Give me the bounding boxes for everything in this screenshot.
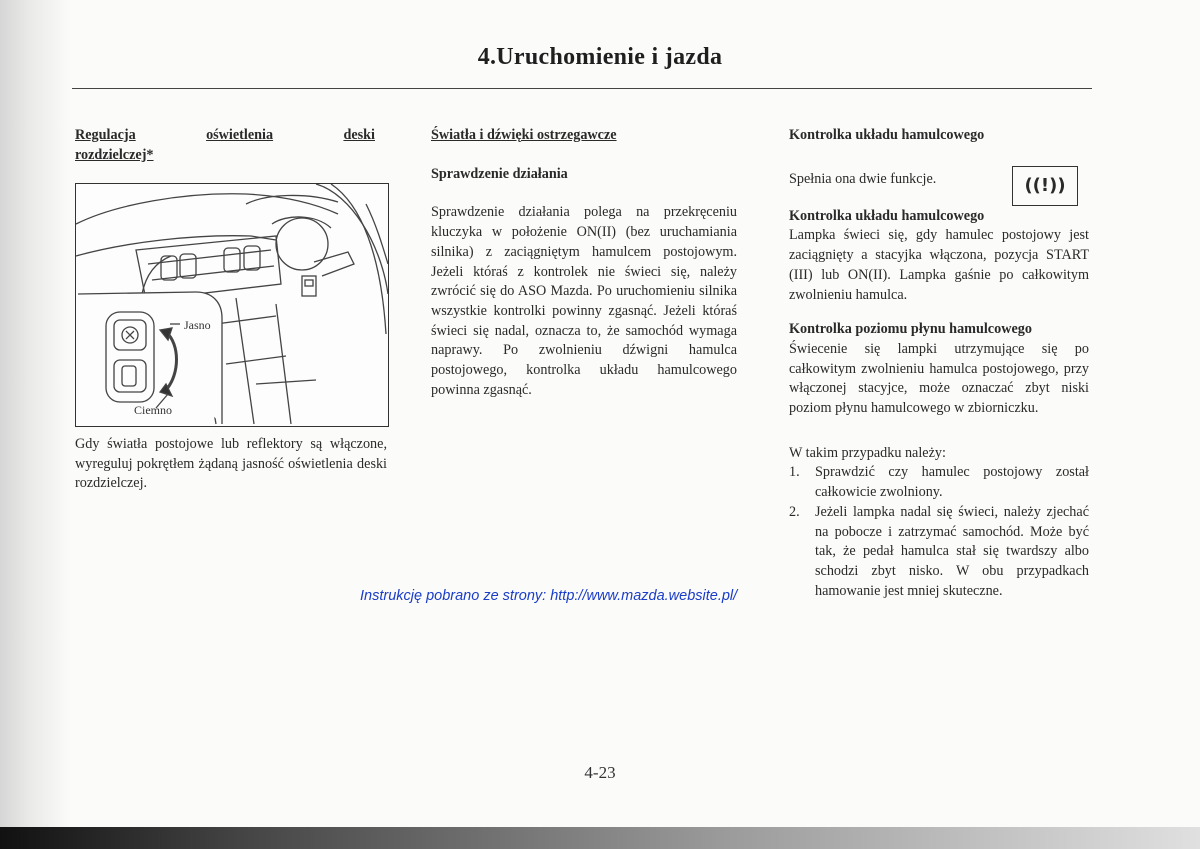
page-gutter-shadow <box>0 0 70 849</box>
block-title: Kontrolka poziomu płynu hamulcowego <box>789 321 1032 338</box>
warning-lights-text: Sprawdzenie działania polega na przekręceniu kluczyka w położenie ON(II) (bez uruchamiania silnika) z zaciągniętym hamulcem postojowym. Jeżeli któraś z kontrolek nie świeci się, należy zwrócić się do ASO Mazda. Po uruchomieniu silnika wszystkie kontrolki powinny zgasnąć. Jeżeli któraś świeci się nadal, oznacza to, że samochód wymaga naprawy. Po zwolnieniu dźwigni hamulca postojowego, kontrolka układu hamulcowego powinna zgasnąć. <box>431 204 737 398</box>
heading-word: Regulacja <box>75 127 136 143</box>
steps-intro: W takim przypadku należy: <box>789 444 946 461</box>
section-heading: Światła i dźwięki ostrzegawcze <box>431 127 617 143</box>
step-number: 2. <box>789 503 800 520</box>
list-item <box>789 503 1089 602</box>
title-divider <box>72 88 1092 89</box>
dashboard-lighting-text: Gdy światła postojowe lub reflektory są włączone, wyreguluj pokrętłem żądaną jasność oświetlenia deski rozdzielczej. <box>75 436 387 492</box>
step-number: 1. <box>789 464 800 481</box>
subheading: Sprawdzenie działania <box>431 165 568 182</box>
block-text: Lampka świeci się, gdy hamulec postojowy jest zaciągnięty a stacyjka włączona, pozycja START (III) lub ON(II). Lampka gaśnie po całkowitym zwolnieniu hamulca. <box>789 227 1089 303</box>
scan-bottom-edge <box>0 827 1200 849</box>
block-text: Świecenie się lampki utrzymujące się po całkowitym zwolnieniu hamulca postojowego, przy włączonej stacyjce, może oznaczać zbyt niski poziom płynu hamulcowego w zbiorniczku. <box>789 340 1089 417</box>
section-warning-lights <box>431 126 737 400</box>
label-bright: Jasno <box>184 318 211 332</box>
brake-fluid-block <box>789 320 1089 419</box>
heading-word: deski <box>343 127 375 143</box>
download-source-link[interactable]: Instrukcję pobrano ze strony: http://www.mazda.website.pl/ <box>360 588 738 604</box>
brake-warning-icon: ((!)) <box>1012 166 1078 206</box>
functions-text: Spełnia ona dwie funkcje. <box>789 170 937 187</box>
section-heading: Kontrolka układu hamulcowego <box>789 127 985 143</box>
section-heading <box>75 126 375 146</box>
list-item <box>789 463 1089 502</box>
section-brake-indicator <box>789 126 1089 601</box>
page-number: 4-23 <box>584 763 616 782</box>
dashboard-dimmer-illustration <box>75 183 389 427</box>
steps-list <box>789 463 1089 601</box>
section-heading-line2: rozdzielczej* <box>75 146 154 163</box>
steps-block <box>789 444 1089 602</box>
step-text: Sprawdzić czy hamulec postojowy został całkowicie zwolniony. <box>815 464 1089 501</box>
dashboard-drawing <box>76 184 388 426</box>
functions-row <box>789 165 1089 205</box>
section-dashboard-lighting <box>75 126 375 165</box>
page-title: 4.Uruchomienie i jazda <box>477 44 723 70</box>
block-title: Kontrolka układu hamulcowego <box>789 207 985 224</box>
heading-word: oświetlenia <box>206 127 274 143</box>
step-text: Jeżeli lampka nadal się świeci, należy zjechać na pobocze i zatrzymać samochód. Może być tak, że pedał hamulca stał się twardszy albo schodzi zbyt nisko. W obu przypadkach hamowanie jest mniej skuteczne. <box>815 503 1089 599</box>
brake-block <box>789 207 1089 306</box>
label-dark: Ciemno <box>134 403 172 417</box>
